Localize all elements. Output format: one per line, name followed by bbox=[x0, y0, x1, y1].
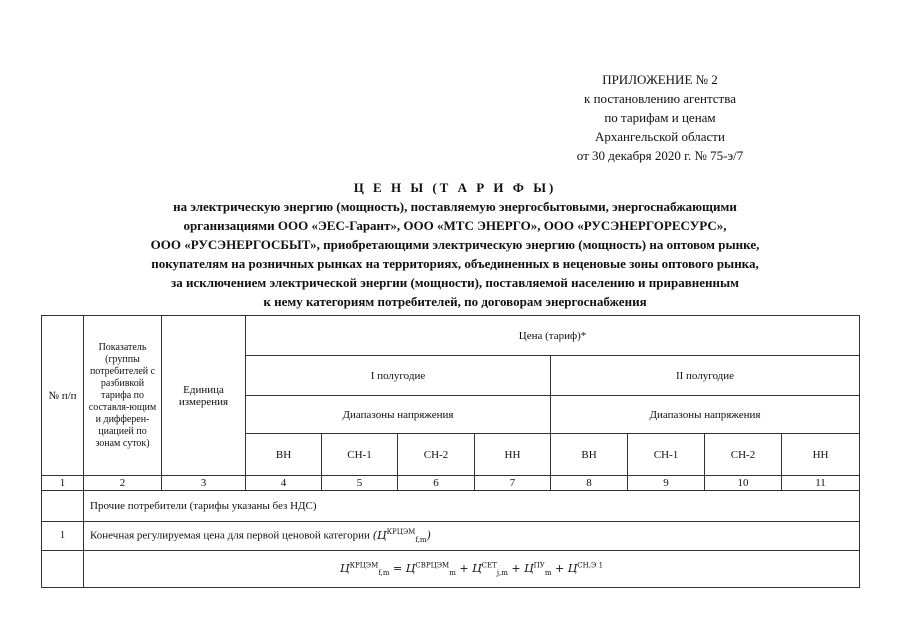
appendix-date: от 30 декабря 2020 г. № 75-э/7 bbox=[576, 148, 744, 163]
title-line: к нему категориям потребителей, по договорам энергоснабжения bbox=[263, 294, 647, 309]
appendix-header bbox=[540, 70, 780, 165]
column-number: 6 bbox=[398, 476, 475, 491]
header-half-1: I полугодие bbox=[246, 356, 551, 396]
section-label: Прочие потребители (тарифы указаны без НДС) bbox=[84, 491, 860, 522]
header-ranges-1: Диапазоны напряжения bbox=[246, 396, 551, 434]
document-title bbox=[60, 178, 850, 311]
voltage-cell: НН bbox=[782, 434, 860, 476]
item-number: 1 bbox=[42, 522, 84, 551]
appendix-line: по тарифам и ценам bbox=[604, 110, 716, 125]
column-number: 2 bbox=[84, 476, 162, 491]
item-row bbox=[42, 522, 860, 551]
header-half-2: II полугодие bbox=[551, 356, 860, 396]
column-number: 3 bbox=[162, 476, 246, 491]
title-heading: Ц Е Н Ы (Т А Р И Ф Ы) bbox=[353, 180, 557, 195]
voltage-cell: СН-1 bbox=[322, 434, 398, 476]
title-line: за исключением электрической энергии (мощности), поставляемой населению и приравненным bbox=[171, 275, 739, 290]
column-number: 8 bbox=[551, 476, 628, 491]
item-label: Конечная регулируемая цена для первой ценовой категории bbox=[90, 529, 370, 542]
column-number-row bbox=[42, 476, 860, 491]
voltage-cell: ВН bbox=[246, 434, 322, 476]
appendix-title: ПРИЛОЖЕНИЕ № 2 bbox=[602, 72, 718, 87]
column-number: 1 bbox=[42, 476, 84, 491]
column-number: 11 bbox=[782, 476, 860, 491]
voltage-cell: НН bbox=[475, 434, 551, 476]
appendix-line: к постановлению агентства bbox=[584, 91, 736, 106]
header-indicator: Показатель (группы потребителей с разбивкой тарифа по составля-ющим и дифферен-циацией по зонам суток) bbox=[84, 316, 162, 476]
header-ranges-2: Диапазоны напряжения bbox=[551, 396, 860, 434]
formula-cell bbox=[84, 551, 860, 588]
column-number: 5 bbox=[322, 476, 398, 491]
section-row bbox=[42, 491, 860, 522]
voltage-cell: СН-1 bbox=[628, 434, 705, 476]
column-number: 10 bbox=[705, 476, 782, 491]
voltage-cell: ВН bbox=[551, 434, 628, 476]
title-line: ООО «РУСЭНЕРГОСБЫТ», приобретающими электрическую энергию (мощность) на оптовом рынке, bbox=[150, 237, 760, 252]
header-price: Цена (тариф)* bbox=[246, 316, 860, 356]
price-formula: $Ц^{КРЦЭМ}_{f,m} = Ц^{СВРЦЭМ}_m + Ц^{СЕТ}_{j,m} + Ц^{ПУ}_m + Ц^{СН,Э 1}$ bbox=[339, 561, 604, 577]
item-symbol: $(Ц^{КРЦЭМ}_{f,m})$ bbox=[372, 528, 431, 544]
column-number: 7 bbox=[475, 476, 551, 491]
tariff-table bbox=[41, 315, 860, 588]
section-num-cell bbox=[42, 491, 84, 522]
item-label-cell bbox=[84, 522, 860, 551]
header-unit: Единица измерения bbox=[162, 316, 246, 476]
title-line: на электрическую энергию (мощность), поставляемую энергосбытовыми, энергоснабжающими bbox=[173, 199, 737, 214]
title-line: организациями ООО «ЭЕС-Гарант», ООО «МТС ЭНЕРГО», ООО «РУСЭНЕРГОРЕСУРС», bbox=[183, 218, 727, 233]
formula-num-cell bbox=[42, 551, 84, 588]
voltage-cell: СН-2 bbox=[398, 434, 475, 476]
title-line: покупателям на розничных рынках на территориях, объединенных в неценовые зоны оптового рынка, bbox=[151, 256, 759, 271]
column-number: 4 bbox=[246, 476, 322, 491]
header-num: № п/п bbox=[42, 316, 84, 476]
column-number: 9 bbox=[628, 476, 705, 491]
appendix-line: Архангельской области bbox=[595, 129, 725, 144]
formula-row bbox=[42, 551, 860, 588]
voltage-cell: СН-2 bbox=[705, 434, 782, 476]
